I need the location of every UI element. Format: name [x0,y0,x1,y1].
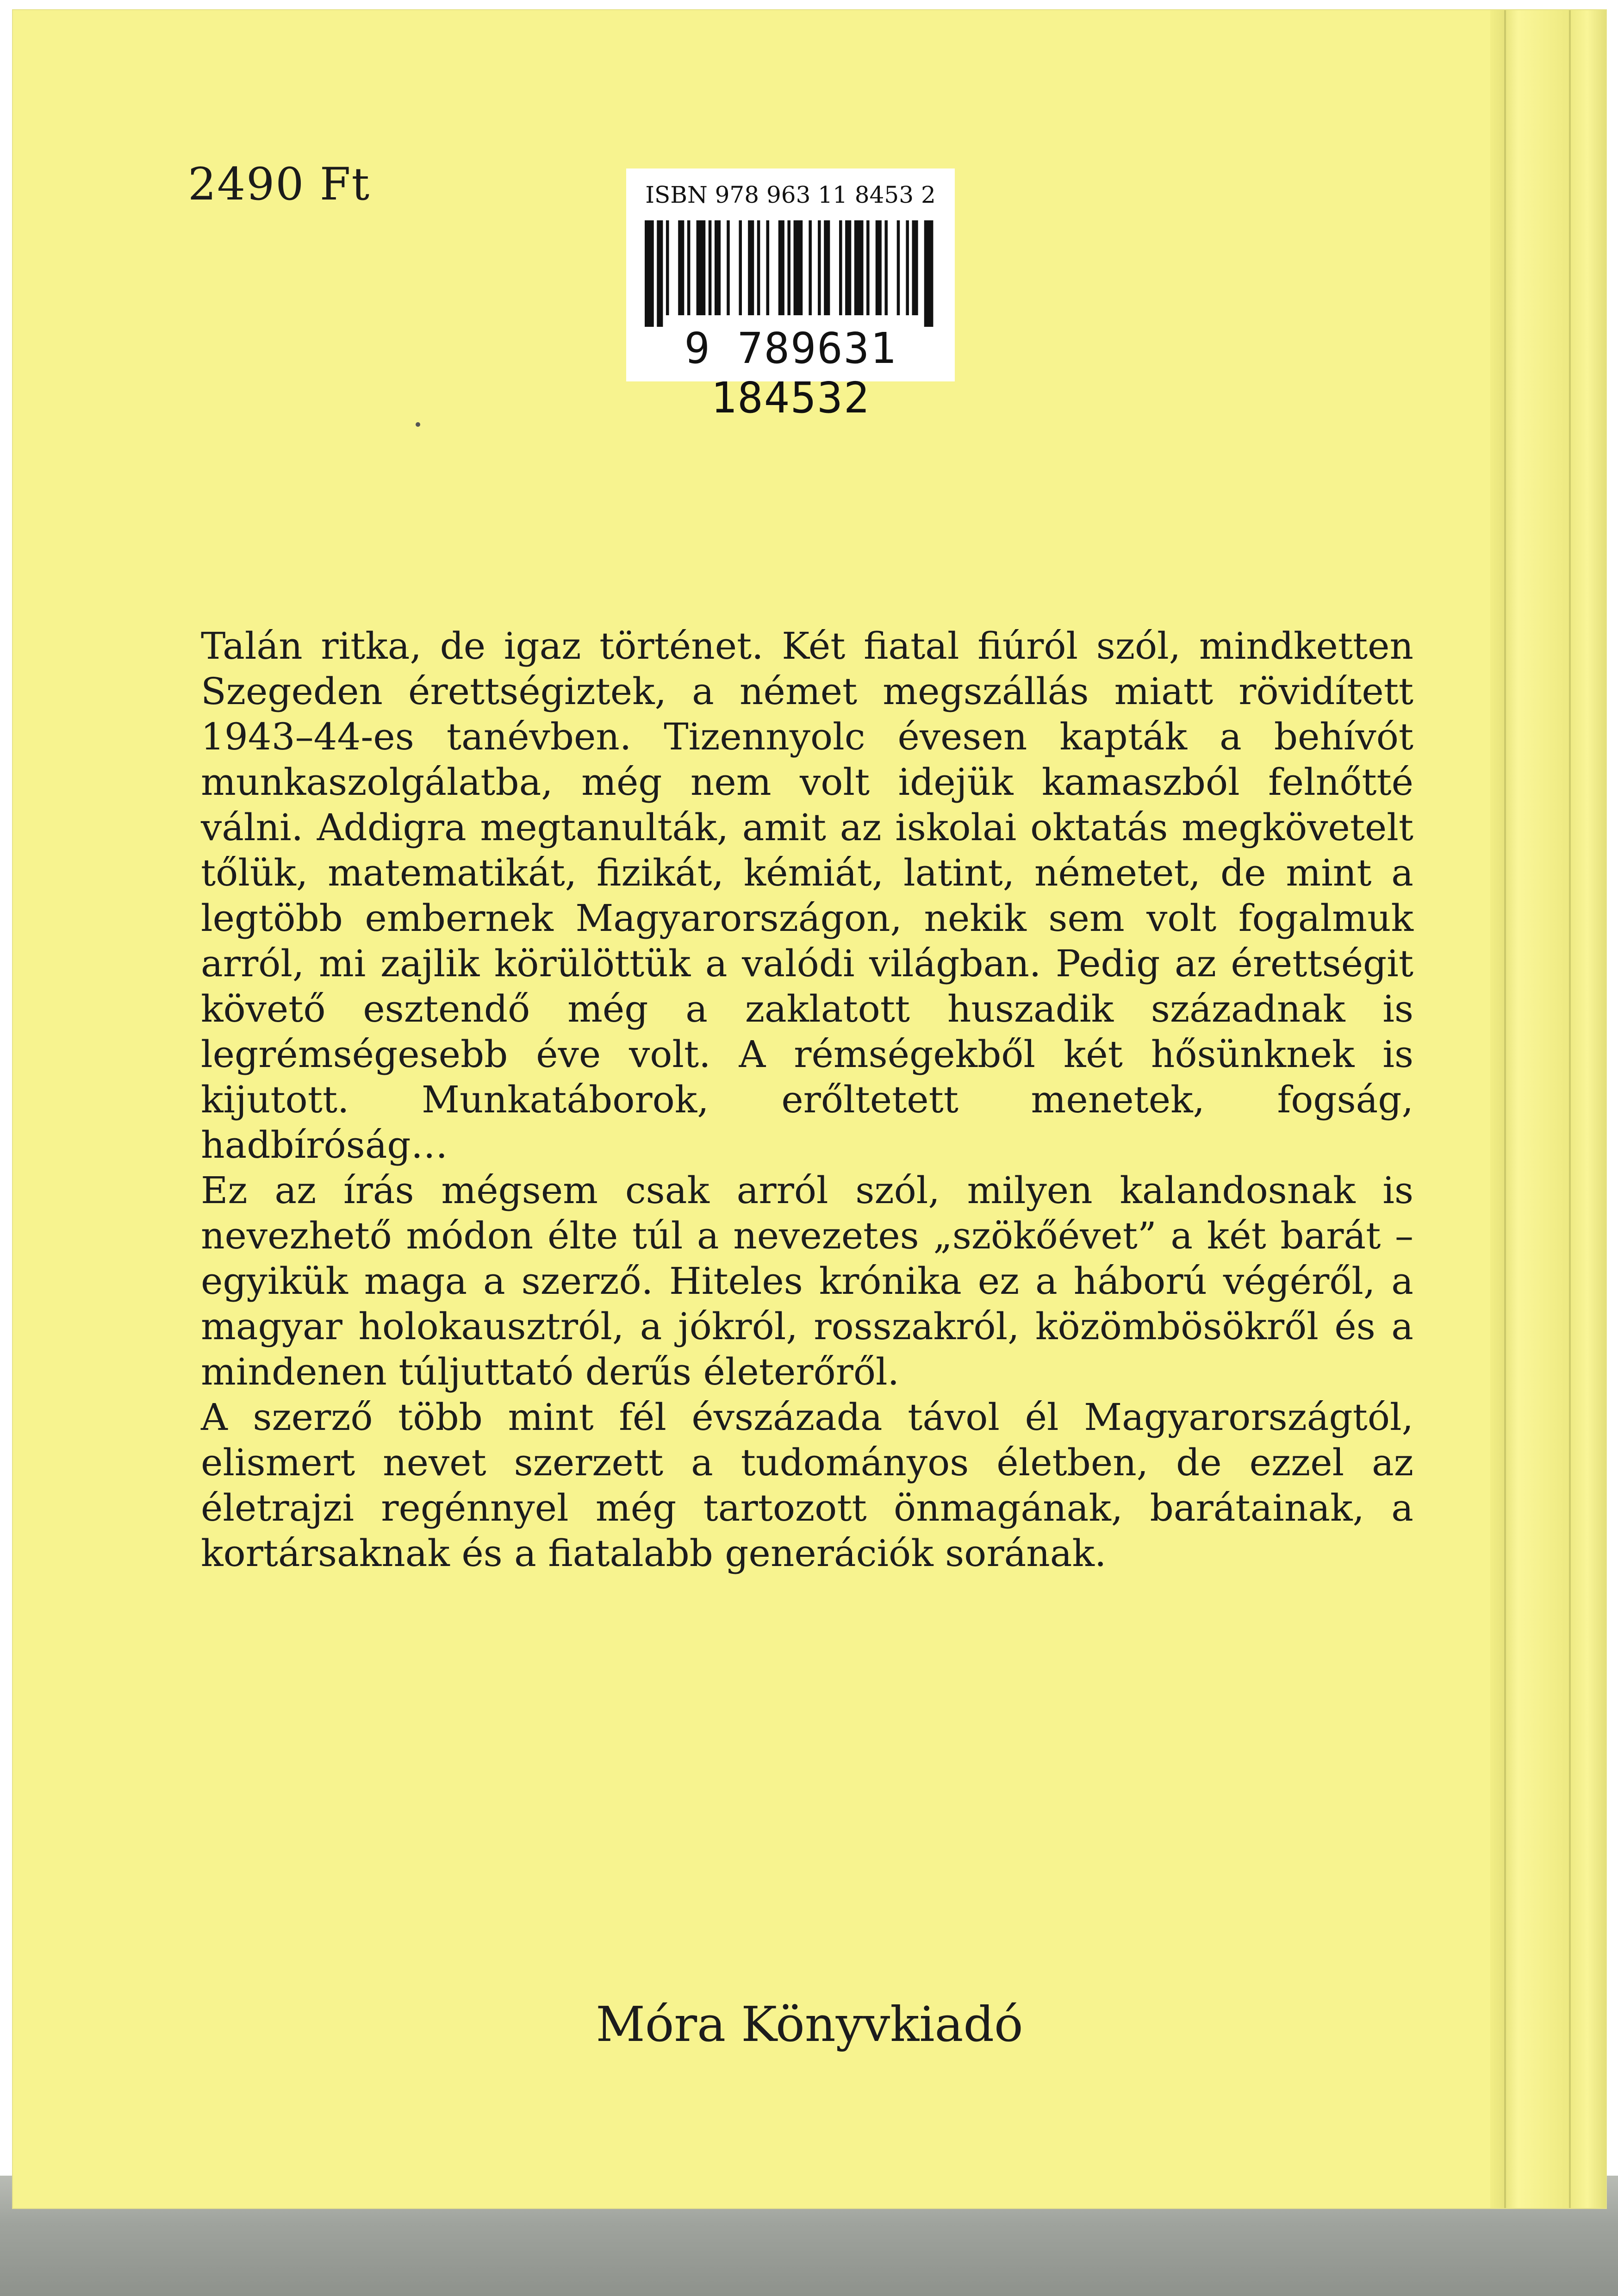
barcode-bar [866,220,870,315]
barcode-bar [787,220,790,315]
blurb-paragraph: A szerző több mint fél évszázada távol él Magyarországtól, elismert nevet szerzett a tudományos életben, de ezzel az életrajzi regénnyel még tartozott önmagának, barátainak, a kortársaknak és a fiatalabb generációk sorának. [201,1396,1413,1575]
barcode-bar [897,220,900,315]
barcode-bar [715,220,721,315]
blurb-paragraph: Ez az írás mégsem csak arról szól, milyen kalandosnak is nevezhető módon élte túl a nevezetes „szökőévet” a két barát – egyikük maga a szerző. Hiteles krónika ez a háború végéről, a magyar holokausztról, a jókról, rosszakról, közömbösökről és a mindenen túljuttató derűs életerőről. [201,1169,1413,1393]
barcode-bar [845,220,851,315]
barcode-bar [839,220,842,315]
blurb-text [201,624,1413,1576]
barcode-bar [912,220,918,315]
barcode-bar [666,220,669,315]
barcode-bar [709,220,712,315]
isbn-barcode [626,168,955,423]
barcode-digits: 9 789631 184532 [684,324,897,423]
barcode-bar [876,220,882,315]
blurb-paragraph: Talán ritka, de igaz történet. Két fiatal fiúról szól, mindketten Szegeden érettségiztek, a német megszállás miatt rövidített 1943–44-es tanévben. Tizennyolc évesen kapták a behívót munkaszolgálatba, még nem volt idejük kamaszból felnőtté válni. Addigra megtanulták, amit az iskolai oktatás megkövetelt tőlük, matematikát, fizikát, kémiát, latint, németet, de mint a legtöbb embernek Magyarországon, nekik sem volt fogalmuk arról, mi zajlik körülöttük a valódi világban. Pedig az érettségit követő esztendő még a zaklatott huszadik századnak is legrémségesebb éve volt. A rémségekből két hősünknek is kijutott. Munkatáborok, erőltetett menetek, fogság, hadbíróság… [201,624,1413,1167]
barcode-bar [727,220,730,315]
barcode-bar [824,220,830,315]
barcode-bar [766,220,770,315]
barcode-bar [884,220,888,315]
barcode-bar [687,220,691,315]
book-back-cover [13,10,1606,2208]
barcode-bar [906,220,909,315]
isbn-text: ISBN 978 963 11 8453 2 [645,181,936,208]
publisher-name: Móra Könyvkiadó [596,1996,1023,2053]
barcode-bar [924,220,933,327]
barcode-bar [794,220,803,315]
barcode-bar [748,220,754,315]
print-speck [416,422,420,427]
book-spine-hinge [1490,10,1606,2208]
barcode-bar [739,220,742,315]
barcode-bar [757,220,760,315]
barcode-bar [778,220,784,315]
barcode-bars-icon [645,220,936,327]
hinge-groove [1569,10,1571,2208]
barcode-bar [818,220,821,315]
barcode-bar [645,220,654,327]
price-label: 2490 Ft [188,158,371,210]
barcode-bar [697,220,706,315]
barcode-bar [854,220,864,315]
barcode-bar [809,220,812,315]
hinge-groove [1504,10,1506,2208]
barcode-bar [657,220,663,327]
barcode-bar [678,220,684,315]
